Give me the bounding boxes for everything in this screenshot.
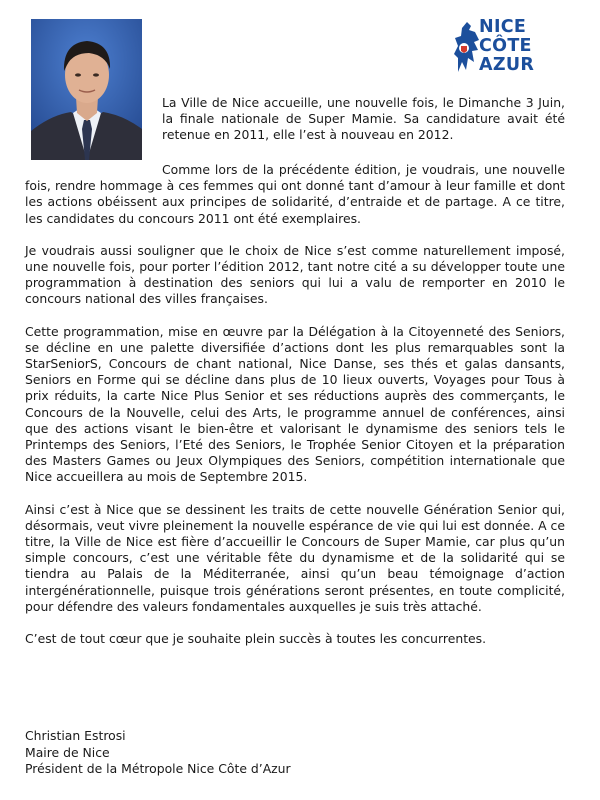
paragraph-tribute: Comme lors de la précédente édition, je voudrais, une nouvelle fois, rendre hommage à ces femmes qui ont donné tant d’amour à leur famille et dont les actions obéissent aux principes de solidarité, d’entraide et de partage. A ce titre, les candidates du concours 2011 ont été exemplaires.	[25, 162, 565, 226]
portrait-illustration	[31, 19, 142, 160]
logo-line-cote: CÔTE	[479, 36, 532, 56]
logo-wordmark	[479, 18, 534, 75]
logo-line-nice: NICE	[479, 17, 527, 37]
logo-line-azur: AZUR	[479, 55, 535, 75]
letter-body	[25, 162, 565, 663]
eagle-emblem-icon	[452, 18, 482, 80]
signature-title-mayor: Maire de Nice	[25, 744, 110, 760]
paragraph-programme: Cette programmation, mise en œuvre par la Délégation à la Citoyenneté des Seniors, se décline en une palette diversifiée d’actions dont les plus remarquables sont la StarSeniorS, Concours de chant national, Nice Danse, ses thés et galas dansants, Seniors en Forme qui se décline dans plus de 10 lieux ouverts, Voyages pour Tous à prix réduits, la carte Nice Plus Senior et ses réductions auprès des commerçants, le Concours de la Nouvelle, celui des Arts, le programme annuel de conférences, ainsi que des actions visant le bien-être et valorisant le dynamisme des seniors tels le Printemps des Seniors, l’Eté des Seniors, le Trophée Senior Citoyen et la préparation des Masters Games ou Jeux Olympiques des Seniors, compétition internationale que Nice accueillera au mois de Septembre 2015.	[25, 323, 565, 485]
signature-name: Christian Estrosi	[25, 728, 126, 743]
paragraph-closing-wish: C’est de tout cœur que je souhaite plein succès à toutes les concurrentes.	[25, 631, 487, 647]
paragraph-choice-of-nice: Je voudrais aussi souligner que le choix de Nice s’est comme naturellement imposé, une nouvelle fois, pour porter l’édition 2012, tant notre cité a su développer toute une programmation à destination des seniors qui lui a valu de remporter en 2010 le concours national des villes françaises.	[25, 242, 565, 307]
nice-cote-azur-logo	[452, 18, 556, 80]
signature-title-president: Président de la Métropole Nice Côte d’Azur	[25, 761, 291, 776]
paragraph-generation-senior: Ainsi c’est à Nice que se dessinent les traits de cette nouvelle Génération Senior qui, désormais, veut vivre pleinement la nouvelle espérance de vie qui lui est donnée. A ce titre, la Ville de Nice est fière d’accueillir le Concours de Super Mamie, car plus qu’un simple concours, c’est une véritable fête du dynamisme et de la solidarité qui se tiendra au Palais de la Méditerranée, ainsi qu’un beau témoignage d’action intergénérationnelle, puisque trois générations seront présentes, en toute complicité, pour défendre des valeurs fondamentales auxquelles je suis très attaché.	[25, 501, 565, 614]
intro-paragraph: La Ville de Nice accueille, une nouvelle fois, le Dimanche 3 Juin, la finale nationale de Super Mamie. Sa candidature avait été retenue en 2011, elle l’est à nouveau en 2012.	[162, 95, 565, 143]
portrait-photo	[31, 19, 142, 160]
signature-block	[25, 728, 425, 778]
